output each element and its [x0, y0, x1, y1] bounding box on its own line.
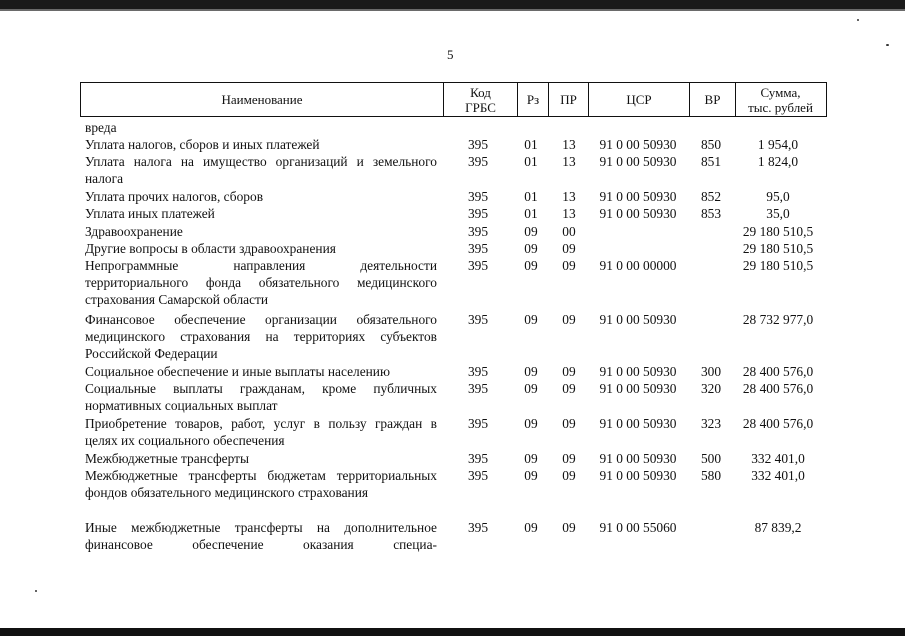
cell-code: 395: [467, 381, 489, 396]
cell-sum: 28 400 576,0: [742, 416, 814, 431]
cell-csr: 91 0 00 50930: [599, 451, 677, 466]
cell-vr: 853: [700, 206, 722, 221]
cell-pr: 00: [562, 224, 576, 239]
cell-rz: 09: [524, 241, 538, 256]
header-name: Наименование: [221, 92, 303, 107]
cell-rz: 01: [524, 137, 538, 152]
cell-sum: 332 401,0: [751, 468, 805, 483]
cell-rz: 09: [524, 224, 538, 239]
cell-name: Социальное обеспечение и иные выплаты населению: [85, 364, 390, 379]
cell-vr: 300: [700, 364, 722, 379]
cell-name: Уплата иных платежей: [85, 206, 215, 221]
cell-pr: 09: [562, 451, 576, 466]
cell-pr: 09: [562, 364, 576, 379]
cell-rz: 09: [524, 416, 538, 431]
header-rz: Рз: [517, 83, 548, 116]
cell-sum: 95,0: [766, 189, 790, 204]
cell-name: Уплата налогов, сборов и иных платежей: [85, 137, 320, 152]
cell-code: 395: [467, 416, 489, 431]
cell-pr: 13: [562, 189, 576, 204]
cell-pr: 09: [562, 258, 576, 273]
cell-csr: 91 0 00 00000: [599, 258, 677, 273]
cell-csr: 91 0 00 50930: [599, 137, 677, 152]
cell-vr: 500: [700, 451, 722, 466]
cell-pr: 09: [562, 312, 576, 327]
header-code: Код ГРБС: [443, 83, 517, 116]
cell-vr: 580: [700, 468, 722, 483]
cell-rz: 09: [524, 520, 538, 535]
cell-sum: 29 180 510,5: [742, 224, 814, 239]
cell-name: Здравоохранение: [85, 224, 183, 239]
cell-csr: 91 0 00 50930: [599, 206, 677, 221]
cell-sum: 28 400 576,0: [742, 364, 814, 379]
cell-name: Межбюджетные трансферты бюджетам территориальных фондов обязательного медицинского страхования: [85, 468, 437, 501]
cell-pr: 09: [562, 381, 576, 396]
cell-name: Непрограммные направления деятельности территориального фонда обязательного медицинского страхования Самарской области: [85, 258, 437, 308]
header-csr: ЦСР: [588, 83, 689, 116]
cell-rz: 01: [524, 206, 538, 221]
cell-pr: 09: [562, 241, 576, 256]
cell-sum: 28 732 977,0: [742, 312, 814, 327]
cell-code: 395: [467, 137, 489, 152]
cell-name: Уплата прочих налогов, сборов: [85, 189, 264, 204]
cell-code: 395: [467, 154, 489, 169]
cell-name: Уплата налога на имущество организаций и земельного налога: [85, 154, 437, 187]
cell-rz: 09: [524, 364, 538, 379]
cell-sum: 1 954,0: [757, 137, 799, 152]
cell-pr: 13: [562, 137, 576, 152]
cell-code: 395: [467, 206, 489, 221]
budget-table: [80, 82, 827, 553]
cell-sum: 35,0: [766, 206, 790, 221]
cell-rz: 09: [524, 451, 538, 466]
scan-edge-top: [0, 0, 905, 9]
scan-edge-top-shadow: [0, 9, 905, 11]
cell-rz: 09: [524, 381, 538, 396]
cell-csr: 91 0 00 55060: [599, 520, 677, 535]
cell-pr: 13: [562, 154, 576, 169]
cell-csr: 91 0 00 50930: [599, 416, 677, 431]
header-sum: Сумма, тыс. рублей: [735, 83, 825, 116]
cell-sum: 1 824,0: [757, 154, 799, 169]
header-vr: ВР: [689, 83, 735, 116]
cell-csr: 91 0 00 50930: [599, 468, 677, 483]
cell-name: Иные межбюджетные трансферты на дополнительное финансовое обеспечение оказания специа-: [85, 520, 437, 553]
cell-name: вреда: [85, 120, 117, 135]
cell-code: 395: [467, 364, 489, 379]
cell-vr: 850: [700, 137, 722, 152]
cell-code: 395: [467, 468, 489, 483]
cell-code: 395: [467, 224, 489, 239]
header-pr: ПР: [548, 83, 588, 116]
cell-sum: 29 180 510,5: [742, 258, 814, 273]
cell-vr: 851: [700, 154, 722, 169]
page-number: 5: [447, 47, 454, 62]
cell-rz: 09: [524, 468, 538, 483]
cell-rz: 01: [524, 189, 538, 204]
cell-csr: 91 0 00 50930: [599, 189, 677, 204]
scan-speck: [886, 44, 889, 46]
cell-name: Социальные выплаты гражданам, кроме публичных нормативных социальных выплат: [85, 381, 437, 414]
cell-csr: 91 0 00 50930: [599, 381, 677, 396]
cell-sum: 29 180 510,5: [742, 241, 814, 256]
cell-code: 395: [467, 189, 489, 204]
scan-edge-bottom: [0, 628, 905, 636]
cell-code: 395: [467, 241, 489, 256]
cell-code: 395: [467, 520, 489, 535]
cell-rz: 09: [524, 258, 538, 273]
cell-pr: 13: [562, 206, 576, 221]
cell-name: Финансовое обеспечение организации обязательного медицинского страхования на территориях субъектов Российской Федерации: [85, 312, 437, 362]
cell-csr: 91 0 00 50930: [599, 364, 677, 379]
cell-code: 395: [467, 312, 489, 327]
cell-pr: 09: [562, 468, 576, 483]
scan-speck: [857, 19, 859, 21]
cell-vr: 323: [700, 416, 722, 431]
cell-name: Приобретение товаров, работ, услуг в пользу граждан в целях их социального обеспечения: [85, 416, 437, 449]
cell-vr: 320: [700, 381, 722, 396]
cell-sum: 28 400 576,0: [742, 381, 814, 396]
cell-pr: 09: [562, 520, 576, 535]
cell-pr: 09: [562, 416, 576, 431]
cell-rz: 09: [524, 312, 538, 327]
cell-sum: 87 839,2: [754, 520, 802, 535]
cell-code: 395: [467, 451, 489, 466]
cell-csr: 91 0 00 50930: [599, 154, 677, 169]
table-header: [80, 82, 827, 117]
cell-sum: 332 401,0: [751, 451, 805, 466]
scan-speck: [35, 590, 37, 592]
cell-name: Межбюджетные трансферты: [85, 451, 249, 466]
cell-vr: 852: [700, 189, 722, 204]
cell-csr: 91 0 00 50930: [599, 312, 677, 327]
cell-rz: 01: [524, 154, 538, 169]
cell-code: 395: [467, 258, 489, 273]
cell-name: Другие вопросы в области здравоохранения: [85, 241, 336, 256]
